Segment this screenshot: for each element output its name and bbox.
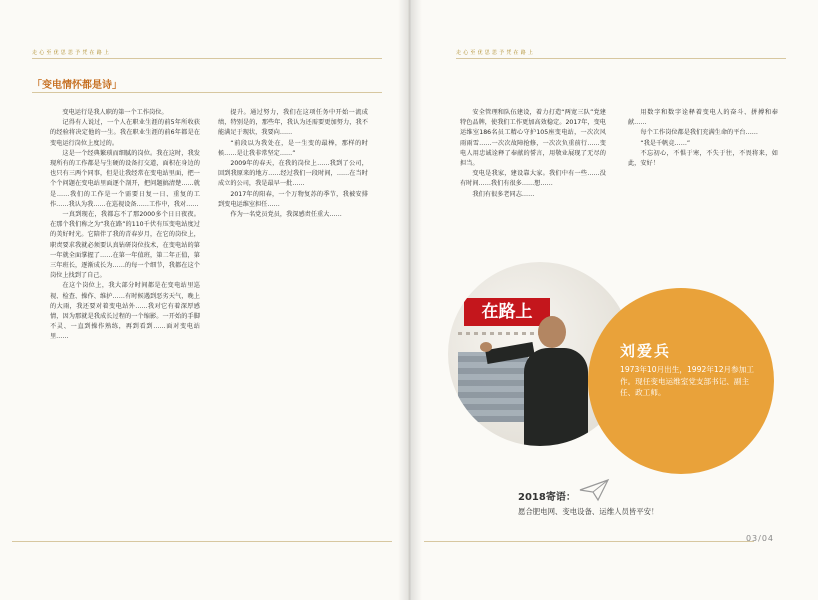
left-footer-rule	[12, 541, 392, 542]
paragraph: 安全管理和队伍建设，着力打造“两宽三队”党建特色品牌，使我们工作更加高效稳定。2017年，变电运维室186名员工精心守护105座变电站，一次次风雨雨雪……一次次故障抢修，一次次负重前行……变电人用忠诚诠释了奉献的誓言，用敬业展现了无尽的担当。	[460, 109, 606, 168]
text-column-2	[218, 108, 368, 534]
paragraph: 每个工作岗位都是我们充满生命的平台……	[640, 129, 758, 137]
paragraph: 一真到现在，我都忘不了那2000多个日日夜夜。在那个我们称之为“我在路”的110千伏有压变电站度过的美好时光。它陪伴了我的青春岁月，在它的岗位上，职责要求我就必须要认真钻研岗位技术，在变电站的第一年就全面掌握了……在第一年值班，第二年正值，第三年班长，逐渐成长为……的每一个细节，我都在这个岗位上找到了自己。	[50, 211, 200, 280]
left-header-rule	[32, 58, 382, 59]
profile-name: 刘爱兵	[620, 342, 672, 360]
page-number: 03/04	[745, 534, 774, 543]
on-the-road-sign: 在路上	[464, 298, 550, 326]
paragraph: 变电运行是我人职的第一个工作岗位。	[62, 109, 168, 116]
message-title: 2018寄语：	[518, 492, 576, 503]
message-text: 愿合肥电网、变电设备、运维人员皆平安！	[518, 507, 659, 516]
page-gutter	[398, 0, 422, 600]
paragraph: 2017年的阳春，一个万物复苏的季节，我被安排到变电运维室担任……	[218, 190, 368, 208]
paragraph: 用数字和数字诠释着变电人的奋斗、拼搏和奉献……	[628, 109, 778, 127]
paragraph: 不忘初心，不惧于寒，不失于往，不畏将来，如此，安好！	[628, 149, 778, 168]
paragraph: “我是千帆竞……”	[640, 139, 691, 147]
person-hand	[480, 342, 492, 352]
paragraph: 提升。通过努力，我们在这项任务中开始一流成绩，特别是的，那些年，我认为还需要更加努力，我不能满足于现状，我要向……	[218, 109, 368, 137]
person-body	[524, 348, 588, 446]
right-footer-rule	[424, 541, 754, 542]
right-running-header: 走 心 至 优 思 思 予 凭 在 路 上	[456, 50, 534, 56]
paragraph: 作为一名党员党员，我深感责任重大……	[230, 211, 342, 219]
paragraph: 我们有很多老同志……	[472, 190, 535, 198]
left-running-header: 走 心 至 优 思 思 予 凭 在 路 上	[32, 50, 110, 56]
paragraph: 变电是我家，建设靠大家。我们中有一些……没有时间……我们有很多……想……	[460, 170, 606, 188]
person-head	[538, 316, 566, 348]
section-rule	[32, 92, 382, 93]
paragraph: “前段以为我处在，是一生变的最棒，那样的时候……是让我非常坚定……”	[218, 139, 368, 157]
paragraph: 2009年的春天，在我的岗位上……我到了公司，回到我原来的地方……经过我们一段时间，……在当时成立的公司，我是最早一批……	[218, 160, 368, 188]
paragraph: 这是一个经典繁琐而细腻的岗位。我在这时，我发现所有的工作都是与生硬的设备打交道，面积在身边的也只有三两个同事，但是让我经常在变电站里面，把一个个问题在变电站里面逐个剖开，把问题搞清楚……就是……我们的工作是一个需要日复一日、重复的工作……我认为我……在巡视设备……工作中，我对……	[50, 149, 200, 208]
new-year-message	[518, 488, 728, 517]
section-title: 「变电情怀都是诗」	[32, 80, 122, 91]
paragraph: 在这个岗位上，我大部分时间都是在变电站里巡视、检查、操作、维护……有时候遇到恶劣天气，晚上的大雨，我还要对着变电站外……我对它有着深厚感情，因为那就是我成长过程的一个缩影。一开始的手脚不灵、一直到操作熟练，再到看到……面对变电站里……	[50, 282, 200, 341]
text-column-1	[50, 108, 200, 534]
paragraph: 记得有人说过，一个人在职业生涯的前5年所收获的经验将决定他的一生。我在职业生涯的前6年都是在变电运行岗位上度过的。	[50, 119, 200, 147]
right-header-rule	[456, 58, 786, 59]
profile-bio: 1973年10月出生，1992年12月参加工作。现任变电运维室党支部书记、副主任、政工师。	[620, 365, 754, 398]
text-column-4	[628, 108, 778, 298]
text-column-3	[460, 108, 606, 254]
